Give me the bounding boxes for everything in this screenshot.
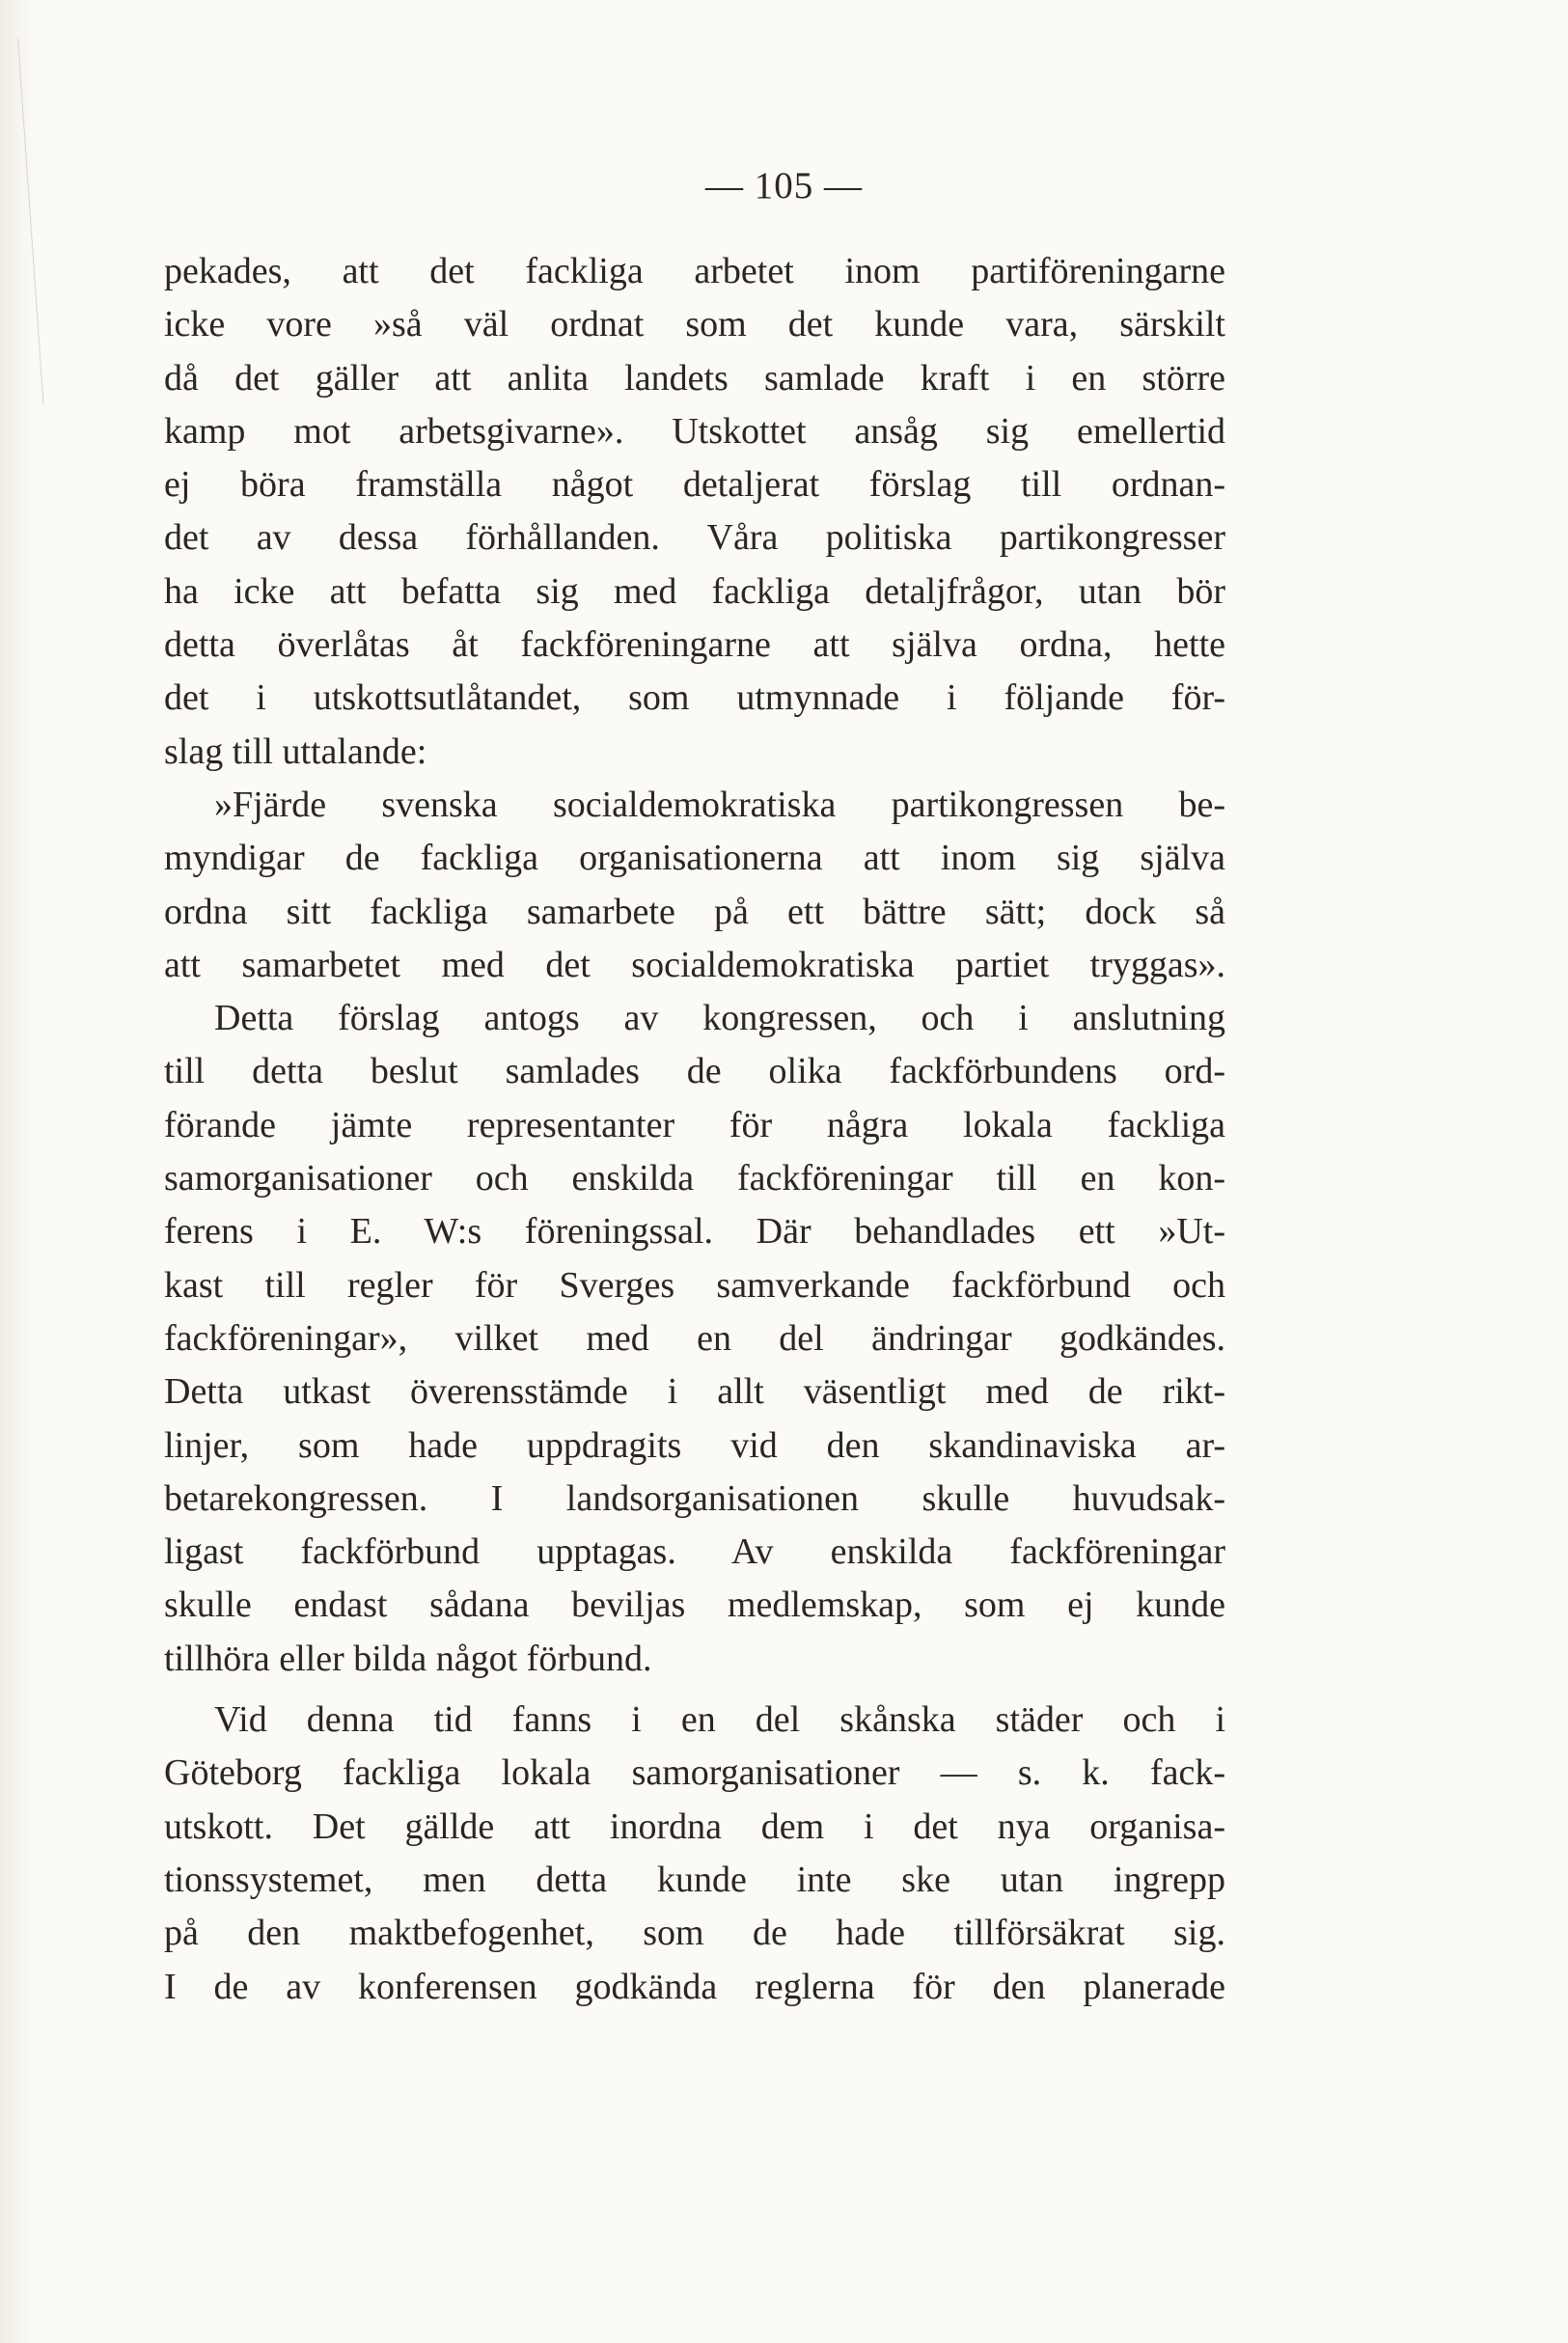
- text-line: då det gäller att anlita landets samlade kraft i en större: [164, 357, 1225, 399]
- text-line: detta överlåtas åt fackföreningarne att själva ordna, hette: [164, 624, 1225, 666]
- text-line: utskott. Det gällde att inordna dem i det nya organisa-: [164, 1805, 1225, 1847]
- page-number: — 105 —: [705, 165, 863, 207]
- quote-line: »Fjärde svenska socialdemokratiska partikongressen be-: [214, 784, 1225, 825]
- page-edge-shadow: [0, 0, 35, 2343]
- text-line: Detta utkast överensstämde i allt väsentligt med de rikt-: [164, 1371, 1225, 1413]
- text-line: betarekongressen. I landsorganisationen skulle huvudsak-: [164, 1477, 1225, 1519]
- text-line: på den maktbefogenhet, som de hade tillförsäkrat sig.: [164, 1913, 1225, 1954]
- text-line: samorganisationer och enskilda fackföreningar till en kon-: [164, 1158, 1225, 1199]
- text-line: ferens i E. W:s föreningssal. Där behandlades ett »Ut-: [164, 1211, 1225, 1253]
- text-line: slag till uttalande:: [164, 730, 427, 772]
- text-line: det i utskottsutlåtandet, som utmynnade i följande för-: [164, 677, 1225, 719]
- text-line: skulle endast sådana beviljas medlemskap, som ej kunde: [164, 1585, 1225, 1626]
- quote-line: myndigar de fackliga organisationerna att inom sig själva: [164, 838, 1225, 879]
- text-line: tionssystemet, men detta kunde inte ske utan ingrepp: [164, 1859, 1225, 1900]
- text-line: förande jämte representanter för några lokala fackliga: [164, 1104, 1225, 1145]
- text-line: kast till regler för Sverges samverkande fackförbund och: [164, 1264, 1225, 1306]
- quote-line: att samarbetet med det socialdemokratiska partiet tryggas».: [164, 944, 1225, 985]
- text-line: pekades, att det fackliga arbetet inom partiföreningarne: [164, 251, 1225, 291]
- quote-line: ordna sitt fackliga samarbete på ett bättre sätt; dock så: [164, 891, 1225, 932]
- text-line: tillhöra eller bilda något förbund.: [164, 1638, 652, 1679]
- text-line: ligast fackförbund upptagas. Av enskilda fackföreningar: [164, 1531, 1225, 1573]
- text-line: fackföreningar», vilket med en del ändringar godkändes.: [164, 1317, 1225, 1359]
- text-line: Vid denna tid fanns i en del skånska städer och i: [214, 1699, 1225, 1741]
- body-text: [164, 245, 1225, 2014]
- text-line: det av dessa förhållanden. Våra politiska partikongresser: [164, 517, 1225, 559]
- text-line: ej böra framställa något detaljerat förslag till ordnan-: [164, 464, 1225, 506]
- text-line: I de av konferensen godkända reglerna för den planerade: [164, 1966, 1225, 2007]
- text-line: kamp mot arbetsgivarne». Utskottet ansåg sig emellertid: [164, 410, 1225, 452]
- text-line: icke vore »så väl ordnat som det kunde vara, särskilt: [164, 304, 1225, 345]
- text-line: till detta beslut samlades de olika fackförbundens ord-: [164, 1051, 1225, 1092]
- text-line: Detta förslag antogs av kongressen, och i anslutning: [214, 998, 1225, 1039]
- text-line: linjer, som hade uppdragits vid den skandinaviska ar-: [164, 1424, 1225, 1466]
- paragraph-gap: [164, 1686, 1225, 1694]
- text-line: ha icke att befatta sig med fackliga detaljfrågor, utan bör: [164, 570, 1225, 612]
- text-line: Göteborg fackliga lokala samorganisationer — s. k. fack-: [164, 1752, 1225, 1794]
